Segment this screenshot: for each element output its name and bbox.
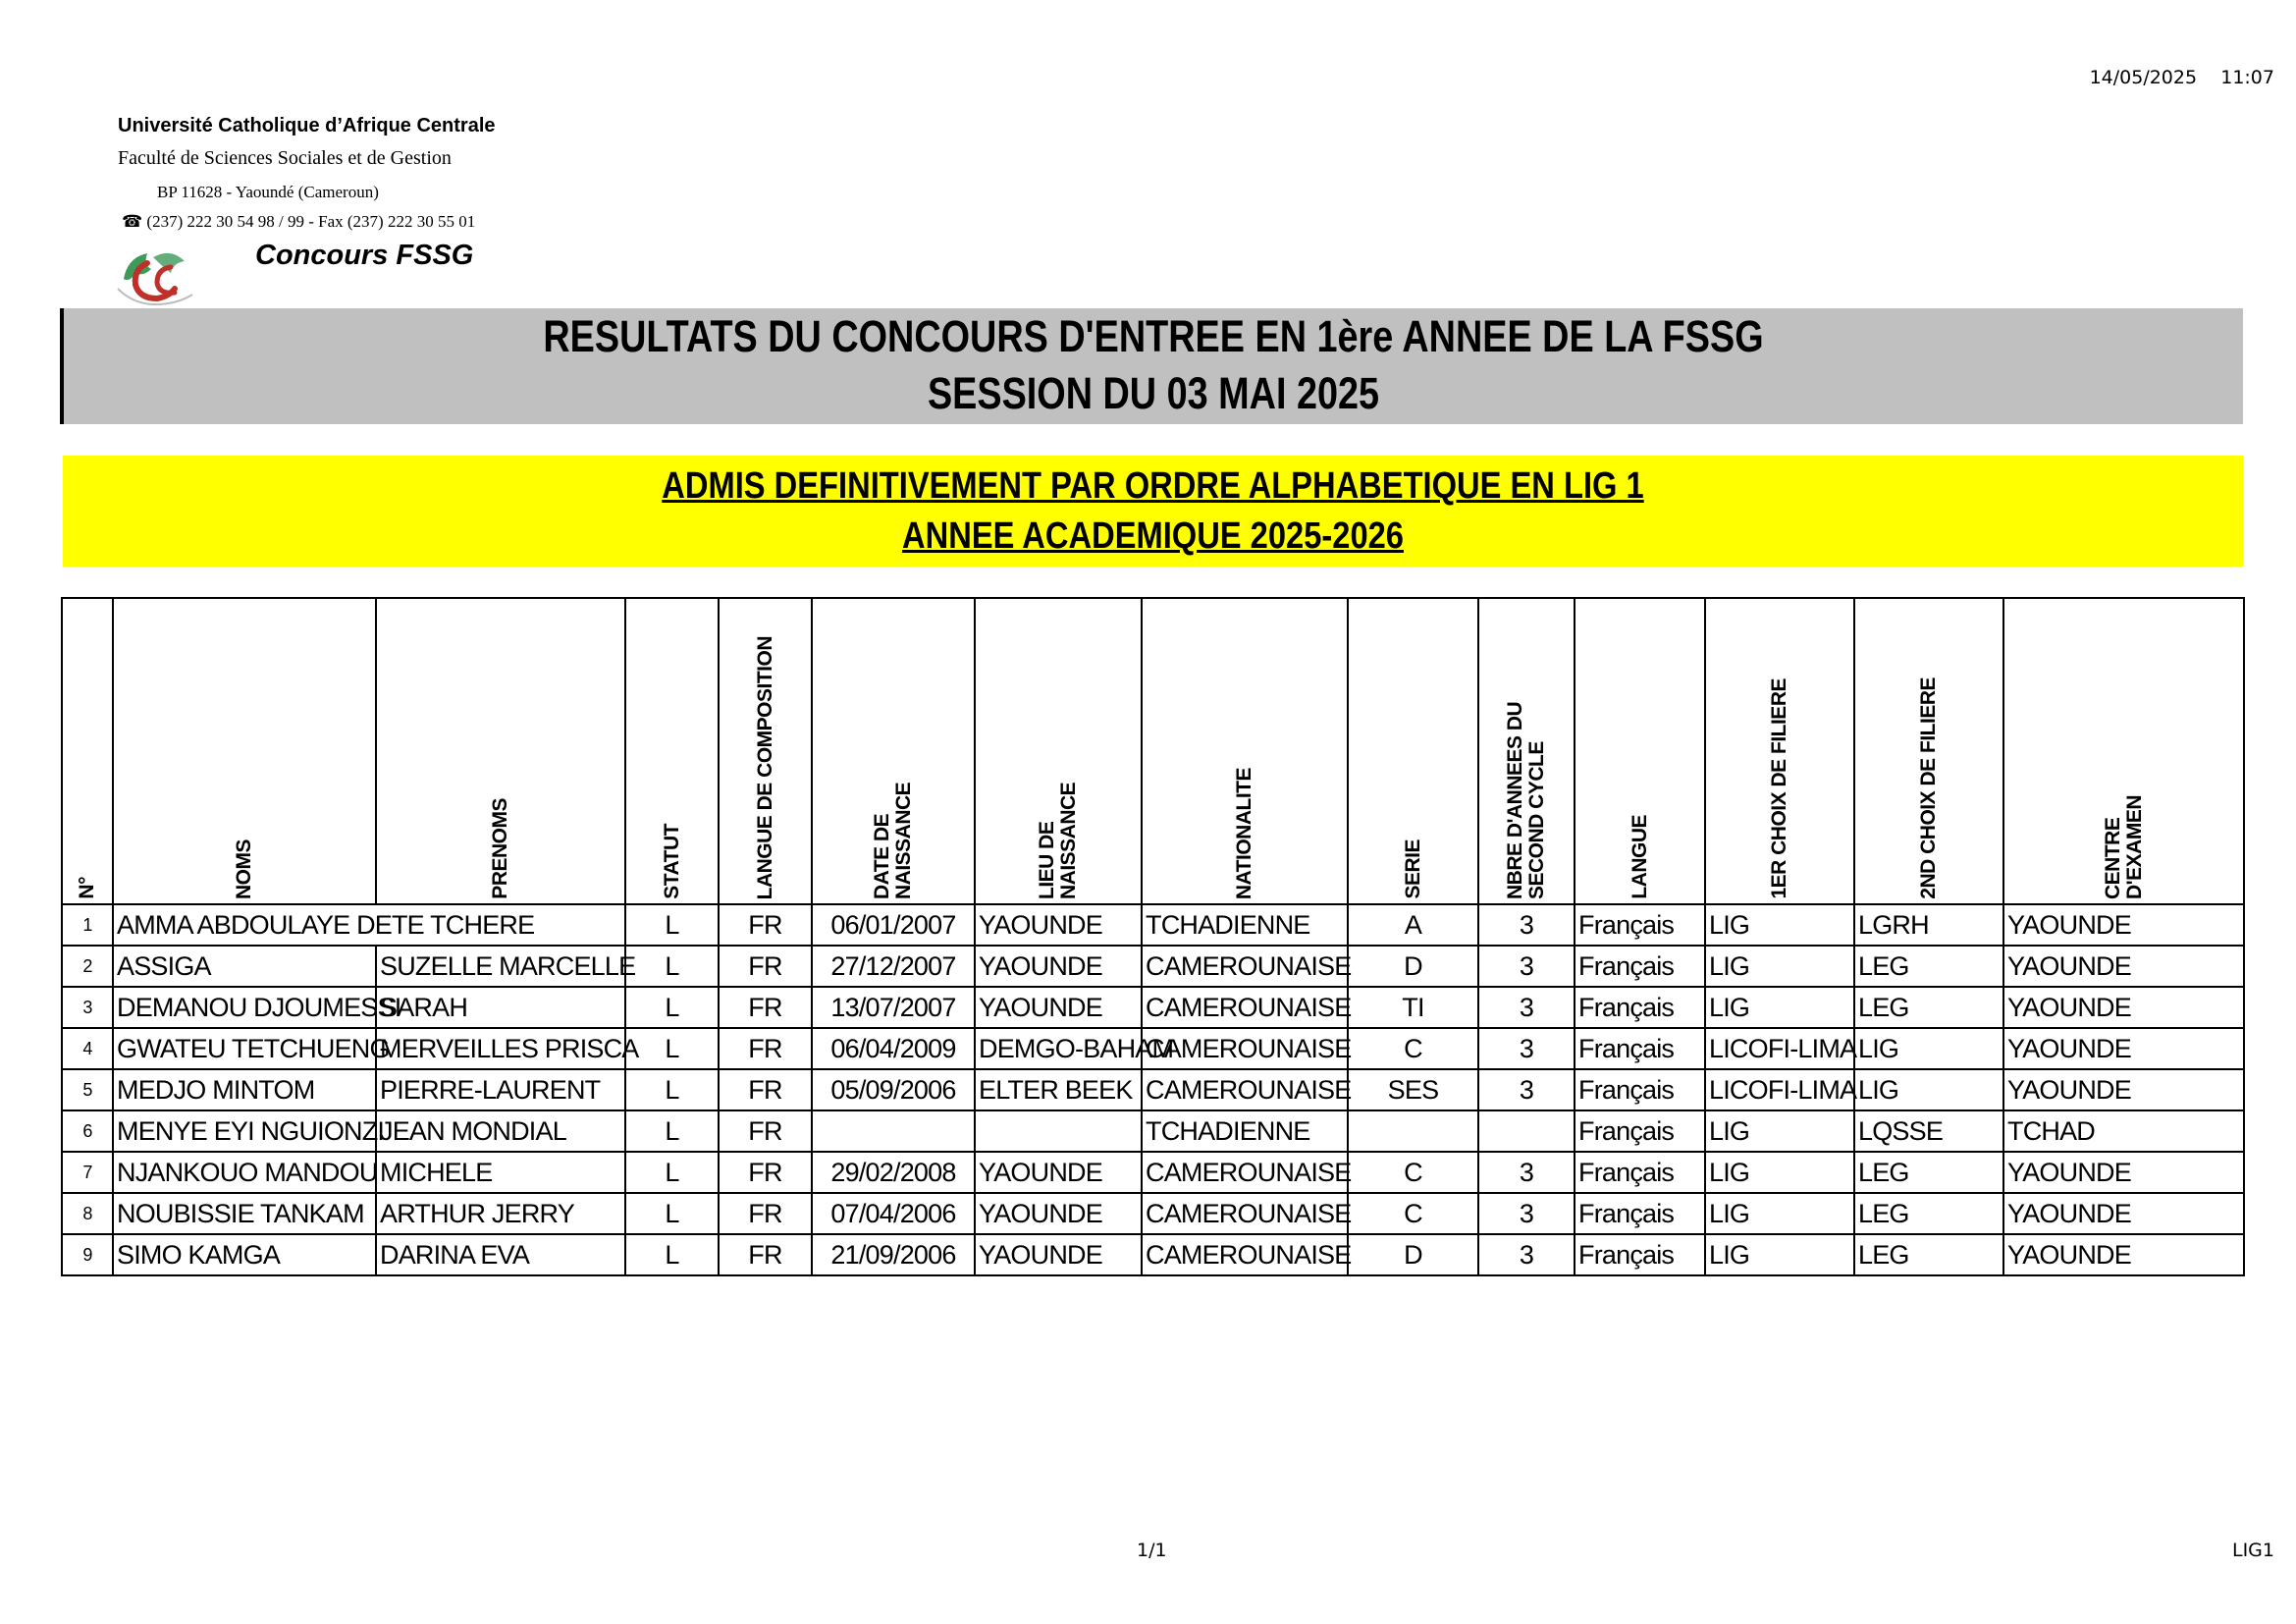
- cell-birth-place: YAOUNDE: [975, 1152, 1142, 1193]
- cell-exam-center: YAOUNDE: [2003, 1069, 2244, 1110]
- cell-exam-center: YAOUNDE: [2003, 1234, 2244, 1275]
- cell-nationality: CAMEROUNAISE: [1142, 987, 1348, 1028]
- admitted-subtitle-banner: [63, 456, 2243, 567]
- cell-language: Français: [1575, 987, 1705, 1028]
- cell-nationality: CAMEROUNAISE: [1142, 1193, 1348, 1234]
- cell-composition-language: FR: [719, 904, 812, 946]
- col-header-firstnames: [376, 598, 625, 904]
- cell-status: L: [625, 1028, 719, 1069]
- cell-birth-place: YAOUNDE: [975, 987, 1142, 1028]
- cell-second-choice: LEG: [1854, 1234, 2003, 1275]
- cell-second-choice: LQSSE: [1854, 1110, 2003, 1152]
- cell-birth-date: 07/04/2006: [812, 1193, 975, 1234]
- table-row: [62, 1152, 2244, 1193]
- cell-exam-center: YAOUNDE: [2003, 987, 2244, 1028]
- cell-composition-language: FR: [719, 1110, 812, 1152]
- cell-composition-language: FR: [719, 1193, 812, 1234]
- cell-composition-language: FR: [719, 987, 812, 1028]
- col-header-label: SERIE: [1401, 839, 1424, 899]
- cell-firstnames: ARTHUR JERRY: [376, 1193, 625, 1234]
- results-title-line2: SESSION DU 03 MAI 2025: [927, 368, 1380, 418]
- cell-names: MEDJO MINTOM: [113, 1069, 376, 1110]
- sheet-name: LIG1: [2231, 1540, 2274, 1561]
- cell-birth-date: 21/09/2006: [812, 1234, 975, 1275]
- cell-number: 7: [62, 1152, 113, 1193]
- cell-status: L: [625, 1193, 719, 1234]
- cell-series: C: [1348, 1193, 1478, 1234]
- cell-birth-place: YAOUNDE: [975, 946, 1142, 987]
- cell-birth-date: 06/01/2007: [812, 904, 975, 946]
- col-header-label: STATUT: [660, 824, 683, 899]
- cell-second-choice: LEG: [1854, 946, 2003, 987]
- cell-second-choice: LEG: [1854, 1152, 2003, 1193]
- cell-composition-language: FR: [719, 1234, 812, 1275]
- table-header-row: [62, 598, 2244, 904]
- cell-years: 3: [1478, 1152, 1575, 1193]
- cell-second-choice: LIG: [1854, 1069, 2003, 1110]
- cell-exam-center: YAOUNDE: [2003, 946, 2244, 987]
- cell-composition-language: FR: [719, 1152, 812, 1193]
- cell-nationality: TCHADIENNE: [1142, 1110, 1348, 1152]
- cell-composition-language: FR: [719, 946, 812, 987]
- cell-birth-place: YAOUNDE: [975, 1193, 1142, 1234]
- cell-names: SIMO KAMGA: [113, 1234, 376, 1275]
- col-header-number: [62, 598, 113, 904]
- col-header-second-choice: [1854, 598, 2003, 904]
- col-header-years-second-cycle: [1478, 598, 1575, 904]
- cell-firstnames: MICHELE: [376, 1152, 625, 1193]
- cell-status: L: [625, 904, 719, 946]
- col-header-first-choice: [1705, 598, 1854, 904]
- cell-language: Français: [1575, 904, 1705, 946]
- cell-status: L: [625, 946, 719, 987]
- results-title-line1: RESULTATS DU CONCOURS D'ENTREE EN 1ère ANNEE DE LA FSSG: [543, 311, 1764, 361]
- col-header-label: NBRE D'ANNEES DU SECOND CYCLE: [1504, 701, 1548, 899]
- cell-series: D: [1348, 946, 1478, 987]
- cell-first-choice: LIG: [1705, 946, 1854, 987]
- cell-birth-place: YAOUNDE: [975, 904, 1142, 946]
- cell-birth-date: 29/02/2008: [812, 1152, 975, 1193]
- col-header-birth-place: [975, 598, 1142, 904]
- cell-series: TI: [1348, 987, 1478, 1028]
- page-number: 1/1: [1137, 1540, 1167, 1561]
- cell-language: Français: [1575, 946, 1705, 987]
- cell-birth-place: ELTER BEEK: [975, 1069, 1142, 1110]
- cell-birth-date: 27/12/2007: [812, 946, 975, 987]
- cell-exam-center: YAOUNDE: [2003, 1193, 2244, 1234]
- cell-status: L: [625, 1069, 719, 1110]
- cell-nationality: CAMEROUNAISE: [1142, 1069, 1348, 1110]
- cell-number: 6: [62, 1110, 113, 1152]
- col-header-birth-date: [812, 598, 975, 904]
- cell-language: Français: [1575, 1110, 1705, 1152]
- cell-nationality: TCHADIENNE: [1142, 904, 1348, 946]
- cell-number: 8: [62, 1193, 113, 1234]
- cell-exam-center: YAOUNDE: [2003, 904, 2244, 946]
- col-header-names: [113, 598, 376, 904]
- table-row: [62, 1234, 2244, 1275]
- cell-second-choice: LGRH: [1854, 904, 2003, 946]
- cell-years: 3: [1478, 946, 1575, 987]
- cell-second-choice: LIG: [1854, 1028, 2003, 1069]
- cell-series: D: [1348, 1234, 1478, 1275]
- cell-number: 4: [62, 1028, 113, 1069]
- table-row: [62, 1193, 2244, 1234]
- cell-birth-date: [812, 1110, 975, 1152]
- university-name: Université Catholique d’Afrique Centrale: [118, 115, 496, 136]
- table-row: [62, 1028, 2244, 1069]
- cell-names: AMMA ABDOULAYE DETE TCHERE: [113, 904, 625, 946]
- cell-composition-language: FR: [719, 1028, 812, 1069]
- cell-years: 3: [1478, 1069, 1575, 1110]
- cell-names: NJANKOUO MANDOU: [113, 1152, 376, 1193]
- col-header-label: LIEU DE NAISSANCE: [1036, 782, 1080, 899]
- cell-first-choice: LICOFI-LIMA: [1705, 1028, 1854, 1069]
- cell-years: 3: [1478, 1234, 1575, 1275]
- cell-series: C: [1348, 1028, 1478, 1069]
- col-header-language: [1575, 598, 1705, 904]
- cell-birth-place: [975, 1110, 1142, 1152]
- table-row: [62, 987, 2244, 1028]
- cell-names: NOUBISSIE TANKAM: [113, 1193, 376, 1234]
- cell-first-choice: LIG: [1705, 1110, 1854, 1152]
- cell-nationality: CAMEROUNAISE: [1142, 1152, 1348, 1193]
- cell-number: 1: [62, 904, 113, 946]
- table-row: [62, 904, 2244, 946]
- cell-firstnames: JEAN MONDIAL: [376, 1110, 625, 1152]
- col-header-label: N°: [76, 877, 98, 899]
- cell-series: A: [1348, 904, 1478, 946]
- cell-series: C: [1348, 1152, 1478, 1193]
- cell-number: 9: [62, 1234, 113, 1275]
- col-header-series: [1348, 598, 1478, 904]
- cell-series: SES: [1348, 1069, 1478, 1110]
- cell-names: MENYE EYI NGUIONZI: [113, 1110, 376, 1152]
- subtitle-line1: ADMIS DEFINITIVEMENT PAR ORDRE ALPHABETIQUE EN LIG 1: [662, 465, 1644, 507]
- cell-series: [1348, 1110, 1478, 1152]
- cell-second-choice: LEG: [1854, 1193, 2003, 1234]
- cell-birth-date: 13/07/2007: [812, 987, 975, 1028]
- cell-first-choice: LIG: [1705, 1193, 1854, 1234]
- cell-nationality: CAMEROUNAISE: [1142, 946, 1348, 987]
- col-header-label: NOMS: [233, 839, 255, 899]
- cell-first-choice: LIG: [1705, 1152, 1854, 1193]
- cell-firstnames: MERVEILLES PRISCA: [376, 1028, 625, 1069]
- cell-firstnames: DARINA EVA: [376, 1234, 625, 1275]
- cell-years: 3: [1478, 987, 1575, 1028]
- university-logo-icon: [114, 240, 196, 308]
- col-header-label: 1ER CHOIX DE FILIERE: [1768, 678, 1790, 899]
- col-header-status: [625, 598, 719, 904]
- cell-first-choice: LIG: [1705, 1234, 1854, 1275]
- contest-label: Concours FSSG: [255, 240, 474, 271]
- cell-names: GWATEU TETCHUENG: [113, 1028, 376, 1069]
- cell-first-choice: LIG: [1705, 987, 1854, 1028]
- cell-nationality: CAMEROUNAISE: [1142, 1028, 1348, 1069]
- cell-years: 3: [1478, 904, 1575, 946]
- cell-birth-place: YAOUNDE: [975, 1234, 1142, 1275]
- col-header-nationality: [1142, 598, 1348, 904]
- admitted-students-table: [61, 597, 2245, 1276]
- cell-exam-center: TCHAD: [2003, 1110, 2244, 1152]
- cell-nationality: CAMEROUNAISE: [1142, 1234, 1348, 1275]
- col-header-label: LANGUE: [1628, 815, 1651, 899]
- cell-names: DEMANOU DJOUMESSI: [113, 987, 376, 1028]
- cell-exam-center: YAOUNDE: [2003, 1028, 2244, 1069]
- results-title-banner: [60, 308, 2243, 424]
- cell-language: Français: [1575, 1234, 1705, 1275]
- cell-status: L: [625, 1152, 719, 1193]
- col-header-label: NATIONALITE: [1233, 767, 1255, 899]
- cell-exam-center: YAOUNDE: [2003, 1152, 2244, 1193]
- col-header-label: DATE DE NAISSANCE: [871, 782, 915, 899]
- cell-number: 2: [62, 946, 113, 987]
- cell-language: Français: [1575, 1069, 1705, 1110]
- cell-language: Français: [1575, 1028, 1705, 1069]
- cell-birth-place: DEMGO-BAHAM: [975, 1028, 1142, 1069]
- cell-number: 3: [62, 987, 113, 1028]
- cell-status: L: [625, 1110, 719, 1152]
- cell-years: 3: [1478, 1028, 1575, 1069]
- cell-first-choice: LIG: [1705, 904, 1854, 946]
- cell-first-choice: LICOFI-LIMA: [1705, 1069, 1854, 1110]
- cell-status: L: [625, 987, 719, 1028]
- faculty-name: Faculté de Sciences Sociales et de Gestion: [118, 147, 452, 169]
- col-header-label: 2ND CHOIX DE FILIERE: [1917, 677, 1940, 899]
- cell-composition-language: FR: [719, 1069, 812, 1110]
- print-datetime: 14/05/2025 11:07: [2089, 67, 2274, 88]
- col-header-label: CENTRE D'EXAMEN: [2101, 794, 2146, 899]
- postal-address: BP 11628 - Yaoundé (Cameroun): [157, 183, 379, 201]
- cell-firstnames: PIERRE-LAURENT: [376, 1069, 625, 1110]
- col-header-label: LANGUE DE COMPOSITION: [753, 635, 776, 899]
- cell-status: L: [625, 1234, 719, 1275]
- cell-years: [1478, 1110, 1575, 1152]
- col-header-label: PRENOMS: [489, 798, 511, 899]
- table-row: [62, 946, 2244, 987]
- cell-birth-date: 05/09/2006: [812, 1069, 975, 1110]
- cell-firstnames: SUZELLE MARCELLE: [376, 946, 625, 987]
- cell-names: ASSIGA: [113, 946, 376, 987]
- cell-number: 5: [62, 1069, 113, 1110]
- cell-second-choice: LEG: [1854, 987, 2003, 1028]
- cell-firstnames: SARAH: [376, 987, 625, 1028]
- cell-language: Français: [1575, 1152, 1705, 1193]
- cell-birth-date: 06/04/2009: [812, 1028, 975, 1069]
- cell-language: Français: [1575, 1193, 1705, 1234]
- cell-years: 3: [1478, 1193, 1575, 1234]
- subtitle-line2: ANNEE ACADEMIQUE 2025-2026: [902, 515, 1404, 557]
- table-row: [62, 1069, 2244, 1110]
- table-row: [62, 1110, 2244, 1152]
- col-header-exam-center: [2003, 598, 2244, 904]
- phone-fax: ☎ (237) 222 30 54 98 / 99 - Fax (237) 222 30 55 01: [122, 212, 476, 231]
- col-header-composition-language: [719, 598, 812, 904]
